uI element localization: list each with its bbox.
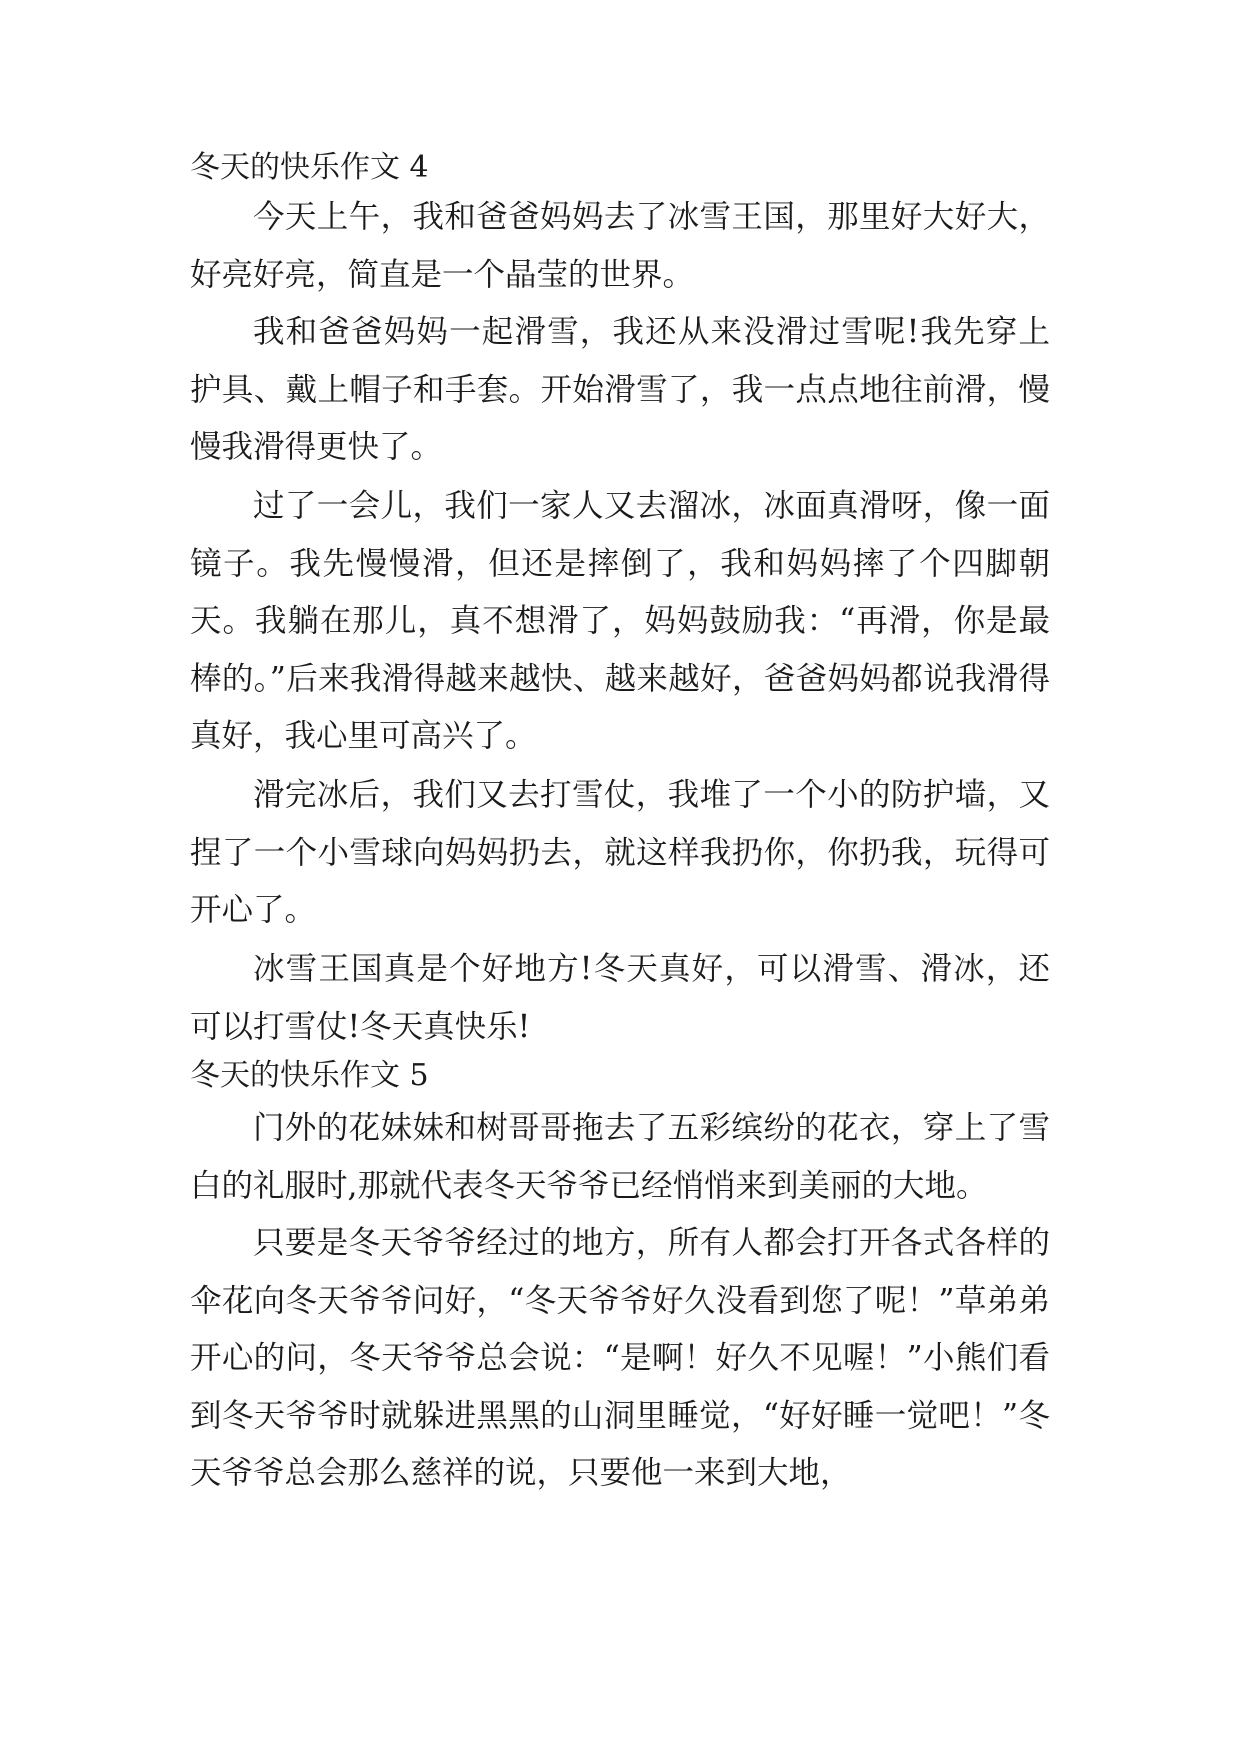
section-4-paragraph-2: 我和爸爸妈妈一起滑雪，我还从来没滑过雪呢!我先穿上护具、戴上帽子和手套。开始滑雪了，我一点点地往前滑，慢慢我滑得更快了。 <box>190 314 1050 465</box>
section-4-title: 冬天的快乐作文 4 <box>190 150 429 185</box>
section-5-title: 冬天的快乐作文 5 <box>190 1058 429 1093</box>
section-4-paragraph-1: 今天上午，我和爸爸妈妈去了冰雪王国，那里好大好大，好亮好亮，简直是一个晶莹的世界。 <box>190 199 1050 293</box>
section-5-paragraph-1: 门外的花妹妹和树哥哥拖去了五彩缤纷的花衣，穿上了雪白的礼服时,那就代表冬天爷爷已经悄悄来到美丽的大地。 <box>190 1110 1050 1204</box>
section-5-paragraph-2: 只要是冬天爷爷经过的地方，所有人都会打开各式各样的伞花向冬天爷爷问好，“冬天爷爷好久没看到您了呢！”草弟弟开心的问，冬天爷爷总会说：“是啊！好久不见喔！”小熊们看到冬天爷爷时就躲进黑黑的山洞里睡觉，“好好睡一觉吧！”冬天爷爷总会那么慈祥的说，只要他一来到大地， <box>190 1225 1050 1491</box>
section-4-paragraph-5: 冰雪王国真是个好地方!冬天真好，可以滑雪、滑冰，还可以打雪仗!冬天真快乐! <box>190 951 1050 1045</box>
section-4-paragraph-4: 滑完冰后，我们又去打雪仗，我堆了一个小的防护墙，又捏了一个小雪球向妈妈扔去，就这样我扔你，你扔我，玩得可开心了。 <box>190 777 1050 928</box>
section-4-paragraph-3: 过了一会儿，我们一家人又去溜冰，冰面真滑呀，像一面镜子。我先慢慢滑，但还是摔倒了，我和妈妈摔了个四脚朝天。我躺在那儿，真不想滑了，妈妈鼓励我：“再滑，你是最棒的。”后来我滑得越来越快、越来越好，爸爸妈妈都说我滑得真好，我心里可高兴了。 <box>190 488 1050 754</box>
